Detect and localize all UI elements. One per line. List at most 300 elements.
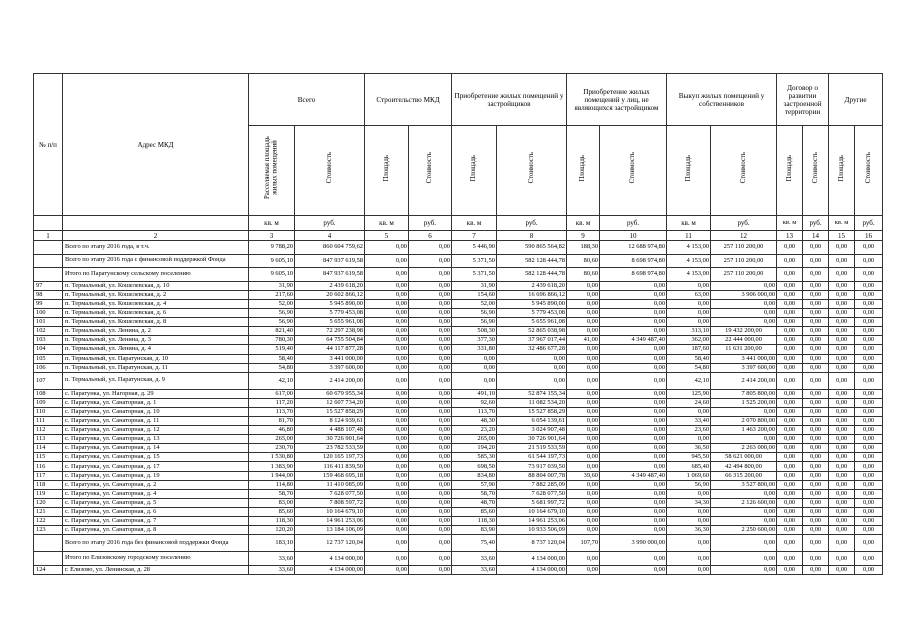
row-cell: 4 134 000,00 (295, 552, 365, 566)
row-cell: 0,00 (452, 363, 497, 372)
table-row (34, 498, 883, 507)
row-cell: 42,10 (667, 372, 711, 389)
table-row (34, 318, 883, 327)
group-total: Всего (249, 74, 365, 126)
row-cell: 54,80 (249, 363, 295, 372)
row-cell: 0,00 (600, 363, 667, 372)
row-cell: 0,00 (803, 318, 829, 327)
row-address: Всего по этапу 2016 года, в т.ч. (63, 241, 249, 255)
row-cell: 23 782 533,59 (295, 444, 365, 453)
table-row (34, 241, 883, 255)
row-cell: 0,00 (803, 526, 829, 535)
row-number (34, 535, 63, 552)
row-cell: 0,00 (365, 354, 409, 363)
row-cell: 0,00 (600, 318, 667, 327)
row-cell: 1 525 200,00 (711, 398, 777, 407)
table-row (34, 565, 883, 574)
row-cell: 0,00 (365, 241, 409, 255)
row-address: с. Паратунка, ул. Санаторная, д. 12 (63, 426, 249, 435)
row-cell: 0,00 (365, 299, 409, 308)
row-cell: 0,00 (365, 444, 409, 453)
row-cell: 117,20 (249, 398, 295, 407)
row-address: с. Паратунка, ул. Санаторная, д. 10 (63, 407, 249, 416)
row-cell: 1 383,90 (249, 462, 295, 471)
row-cell: 0,00 (567, 417, 600, 426)
row-cell: 0,00 (855, 241, 883, 255)
row-cell: 0,00 (667, 281, 711, 290)
row-cell: 15 527 858,29 (497, 407, 567, 416)
row-cell: 0,00 (803, 507, 829, 516)
row-cell: 3 397 600,00 (711, 363, 777, 372)
row-cell: 0,00 (365, 517, 409, 526)
row-cell: 0,00 (803, 426, 829, 435)
row-cell: 0,00 (855, 389, 883, 398)
row-cell: 0,00 (829, 241, 855, 255)
row-cell: 0,00 (567, 426, 600, 435)
row-cell: 0,00 (803, 281, 829, 290)
row-cell: 31,90 (249, 281, 295, 290)
row-cell: 0,00 (567, 354, 600, 363)
row-cell: 0,00 (855, 417, 883, 426)
row-cell: 0,00 (600, 426, 667, 435)
row-cell: 80,60 (567, 268, 600, 282)
row-cell: 4 134 000,00 (295, 565, 365, 574)
row-cell: 187,60 (667, 345, 711, 354)
row-cell: 85,60 (249, 507, 295, 516)
row-cell: 0,00 (409, 327, 452, 336)
row-address: п. Термальный, ул. Паратунская, д. 9 (63, 372, 249, 389)
row-cell: 0,00 (803, 372, 829, 389)
row-cell: 7 628 077,50 (295, 489, 365, 498)
row-address: п. Термальный, ул. Ленина, д. 3 (63, 336, 249, 345)
row-cell: 0,00 (829, 290, 855, 299)
row-cell: 0,00 (777, 426, 803, 435)
row-cell: 0,00 (600, 417, 667, 426)
row-cell: 0,00 (777, 462, 803, 471)
row-cell: 0,00 (803, 417, 829, 426)
row-cell: 0,00 (803, 471, 829, 480)
row-cell: 56,90 (249, 318, 295, 327)
column-number: 13 (777, 231, 803, 241)
row-number: 97 (34, 281, 63, 290)
row-cell: 33,60 (249, 565, 295, 574)
row-cell: 33,60 (249, 552, 295, 566)
row-cell: 0,00 (711, 565, 777, 574)
row-cell: 58 621 000,00 (711, 453, 777, 462)
row-cell: 0,00 (855, 453, 883, 462)
table-row (34, 354, 883, 363)
row-cell: 0,00 (829, 535, 855, 552)
row-cell: 48,70 (452, 498, 497, 507)
row-cell: 56,90 (249, 309, 295, 318)
row-cell: 0,00 (855, 507, 883, 516)
row-address: с. Паратунка, ул. Санаторная, д. 19 (63, 471, 249, 480)
row-cell: 0,00 (600, 526, 667, 535)
row-cell: 0,00 (855, 471, 883, 480)
column-number: 3 (249, 231, 295, 241)
row-cell: 0,00 (803, 354, 829, 363)
row-cell: 5 945 890,00 (497, 299, 567, 308)
row-cell: 72 297 238,98 (295, 327, 365, 336)
row-cell: 0,00 (667, 517, 711, 526)
row-cell: 10 164 679,10 (295, 507, 365, 516)
sub-cost: Стоимость (711, 126, 777, 216)
row-cell: 5 779 453,08 (497, 309, 567, 318)
sub-area: Площадь (667, 126, 711, 216)
row-cell: 58,40 (667, 354, 711, 363)
table-row (34, 471, 883, 480)
row-cell: 0,00 (829, 281, 855, 290)
table-body (34, 241, 883, 575)
table-row (34, 309, 883, 318)
unit-empty (63, 216, 249, 231)
row-cell: 0,00 (600, 345, 667, 354)
row-address: с. Паратунка, ул. Санаторная, д. 4 (63, 489, 249, 498)
row-cell: 3 527 800,00 (711, 480, 777, 489)
row-cell: 4 349 487,40 (600, 336, 667, 345)
row-cell: 0,00 (600, 281, 667, 290)
row-cell: 0,00 (803, 462, 829, 471)
row-cell: 0,00 (777, 372, 803, 389)
row-cell: 0,00 (409, 407, 452, 416)
row-cell: 0,00 (497, 363, 567, 372)
row-cell: 0,00 (567, 407, 600, 416)
row-cell: 120,20 (249, 526, 295, 535)
row-number: 118 (34, 480, 63, 489)
row-cell: 590 865 564,82 (497, 241, 567, 255)
row-cell: 0,00 (567, 290, 600, 299)
row-cell: 0,00 (829, 552, 855, 566)
table-row (34, 398, 883, 407)
header-group-row (34, 74, 883, 126)
row-cell: 0,00 (409, 517, 452, 526)
row-cell: 42,10 (249, 372, 295, 389)
row-cell: 0,00 (409, 417, 452, 426)
row-cell: 0,00 (567, 480, 600, 489)
unit-rub: руб. (497, 216, 567, 231)
row-cell: 0,00 (409, 290, 452, 299)
row-address: с. Паратунка, ул. Санаторная, д. 13 (63, 435, 249, 444)
row-cell: 0,00 (803, 299, 829, 308)
row-cell: 0,00 (829, 507, 855, 516)
table-row (34, 281, 883, 290)
row-cell: 0,00 (803, 345, 829, 354)
row-cell: 0,00 (829, 462, 855, 471)
row-cell: 0,00 (600, 327, 667, 336)
row-cell: 5 371,50 (452, 254, 497, 268)
row-cell: 0,00 (855, 268, 883, 282)
row-cell: 0,00 (711, 552, 777, 566)
row-cell: 0,00 (777, 336, 803, 345)
row-cell: 230,70 (249, 444, 295, 453)
row-number: 123 (34, 526, 63, 535)
row-cell: 12 737 120,04 (295, 535, 365, 552)
row-cell: 56,90 (452, 318, 497, 327)
row-number: 121 (34, 507, 63, 516)
sub-area: Площадь (567, 126, 600, 216)
sub-cost: Стоимость (295, 126, 365, 216)
row-cell: 0,00 (777, 453, 803, 462)
row-cell: 519,40 (249, 345, 295, 354)
row-number: 115 (34, 453, 63, 462)
row-cell: 377,30 (452, 336, 497, 345)
row-number: 108 (34, 389, 63, 398)
row-cell: 0,00 (365, 435, 409, 444)
row-cell: 0,00 (777, 299, 803, 308)
row-cell: 10 933 506,09 (497, 526, 567, 535)
row-number: 100 (34, 309, 63, 318)
row-cell: 0,00 (365, 407, 409, 416)
row-cell: 0,00 (855, 318, 883, 327)
row-cell: 194,20 (452, 444, 497, 453)
row-cell: 0,00 (777, 318, 803, 327)
sub-area: Площадь (452, 126, 497, 216)
row-cell: 0,00 (829, 489, 855, 498)
row-number: 116 (34, 462, 63, 471)
row-cell: 0,00 (711, 489, 777, 498)
row-cell: 847 937 619,58 (295, 254, 365, 268)
row-cell: 4 153,00 (667, 268, 711, 282)
sub-cost: Стоимость (855, 126, 883, 216)
row-cell: 83,00 (249, 498, 295, 507)
row-cell: 0,00 (452, 354, 497, 363)
row-address: с. Паратунка, ул. Санаторная, д. 5 (63, 498, 249, 507)
row-cell: 0,00 (855, 480, 883, 489)
row-cell: 3 990 000,00 (600, 535, 667, 552)
address-header: Адрес МКД (63, 74, 249, 216)
row-cell: 0,00 (409, 435, 452, 444)
row-cell: 9 788,20 (249, 241, 295, 255)
row-cell: 0,00 (409, 507, 452, 516)
row-cell: 0,00 (829, 417, 855, 426)
table-row (34, 363, 883, 372)
table-row (34, 489, 883, 498)
column-number: 4 (295, 231, 365, 241)
row-cell: 10 164 679,10 (497, 507, 567, 516)
column-number: 2 (63, 231, 249, 241)
row-cell: 0,00 (365, 526, 409, 535)
row-cell: 41,00 (567, 336, 600, 345)
table-row (34, 299, 883, 308)
row-address: п. Термальный, ул. Кошелевская, д. 2 (63, 290, 249, 299)
row-cell: 11 631 200,00 (711, 345, 777, 354)
row-cell: 0,00 (855, 309, 883, 318)
row-address: Итого по Елизовскому городскому поселению (63, 552, 249, 566)
row-cell: 5 446,90 (452, 241, 497, 255)
row-cell: 0,00 (600, 462, 667, 471)
row-cell: 0,00 (667, 318, 711, 327)
row-cell: 5 655 961,08 (497, 318, 567, 327)
table-row (34, 336, 883, 345)
row-cell: 780,30 (249, 336, 295, 345)
row-cell: 0,00 (855, 517, 883, 526)
row-cell: 0,00 (567, 526, 600, 535)
row-cell: 0,00 (855, 489, 883, 498)
row-cell: 257 110 200,00 (711, 254, 777, 268)
row-cell: 32 486 677,28 (497, 345, 567, 354)
row-cell: 81,70 (249, 417, 295, 426)
unit-rub: руб. (600, 216, 667, 231)
row-cell: 0,00 (567, 453, 600, 462)
row-cell: 331,80 (452, 345, 497, 354)
row-cell: 0,00 (829, 363, 855, 372)
table-row (34, 345, 883, 354)
row-cell: 58,70 (452, 489, 497, 498)
row-cell: 0,00 (600, 435, 667, 444)
row-cell: 0,00 (829, 336, 855, 345)
row-cell: 2 126 600,00 (711, 498, 777, 507)
row-number: 106 (34, 363, 63, 372)
row-number: 119 (34, 489, 63, 498)
row-cell: 54,80 (667, 363, 711, 372)
row-cell: 66 315 200,00 (711, 471, 777, 480)
row-cell: 0,00 (497, 354, 567, 363)
row-number: 117 (34, 471, 63, 480)
row-cell: 265,00 (452, 435, 497, 444)
row-address: п. Термальный, ул. Ленина, д. 2 (63, 327, 249, 336)
row-cell: 1 944,00 (249, 471, 295, 480)
row-cell: 0,00 (829, 309, 855, 318)
row-cell: 0,00 (600, 507, 667, 516)
row-number: 120 (34, 498, 63, 507)
row-cell: 3 397 600,00 (295, 363, 365, 372)
column-number: 16 (855, 231, 883, 241)
row-cell: 0,00 (829, 480, 855, 489)
row-cell: 0,00 (567, 507, 600, 516)
row-cell: 0,00 (497, 372, 567, 389)
row-cell: 0,00 (600, 489, 667, 498)
row-cell: 0,00 (409, 354, 452, 363)
row-cell: 5 655 961,08 (295, 318, 365, 327)
row-cell: 0,00 (711, 299, 777, 308)
row-cell: 22 444 000,00 (711, 336, 777, 345)
row-cell: 83,90 (452, 526, 497, 535)
row-cell: 0,00 (829, 444, 855, 453)
table-row (34, 327, 883, 336)
row-cell: 23,60 (667, 426, 711, 435)
table-row (34, 268, 883, 282)
row-cell: 0,00 (409, 489, 452, 498)
units-row (34, 216, 883, 231)
table-row (34, 444, 883, 453)
table-row (34, 453, 883, 462)
row-cell: 114,80 (249, 480, 295, 489)
sub-area: Площадь (365, 126, 409, 216)
row-cell: 0,00 (711, 507, 777, 516)
row-cell: 0,00 (600, 517, 667, 526)
row-cell: 0,00 (711, 517, 777, 526)
row-cell: 0,00 (803, 407, 829, 416)
row-cell: 0,00 (777, 363, 803, 372)
row-cell: 33,60 (452, 552, 497, 566)
sub-cost: Стоимость (600, 126, 667, 216)
row-cell: 8 698 974,80 (600, 254, 667, 268)
row-cell: 508,30 (452, 327, 497, 336)
row-cell: 20 602 866,12 (295, 290, 365, 299)
row-cell: 85,60 (452, 507, 497, 516)
row-cell: 6 054 139,61 (497, 417, 567, 426)
row-cell: 0,00 (777, 389, 803, 398)
row-cell: 0,00 (855, 444, 883, 453)
row-cell: 0,00 (567, 281, 600, 290)
row-cell: 0,00 (409, 336, 452, 345)
row-cell: 0,00 (855, 565, 883, 574)
column-number: 6 (409, 231, 452, 241)
row-cell: 0,00 (777, 498, 803, 507)
row-cell: 0,00 (855, 299, 883, 308)
row-cell: 0,00 (829, 398, 855, 407)
row-cell: 0,00 (829, 498, 855, 507)
row-cell: 0,00 (829, 354, 855, 363)
row-address: с. Паратунка, ул. Санаторная, д. 6 (63, 507, 249, 516)
row-cell: 0,00 (777, 471, 803, 480)
row-cell: 0,00 (667, 309, 711, 318)
row-cell: 183,10 (249, 535, 295, 552)
table-row (34, 426, 883, 435)
row-cell: 0,00 (777, 507, 803, 516)
row-number (34, 268, 63, 282)
column-number: 12 (711, 231, 777, 241)
row-cell: 0,00 (855, 372, 883, 389)
row-cell: 0,00 (567, 372, 600, 389)
table-row (34, 290, 883, 299)
row-cell: 0,00 (600, 354, 667, 363)
row-address: Всего по этапу 2016 года с финансовой поддержкой Фонда (63, 254, 249, 268)
table-row (34, 480, 883, 489)
unit-sqm: кв. м (249, 216, 295, 231)
row-cell: 0,00 (365, 309, 409, 318)
unit-empty (34, 216, 63, 231)
row-cell: 30 726 901,64 (497, 435, 567, 444)
row-cell: 0,00 (409, 299, 452, 308)
row-cell: 0,00 (855, 254, 883, 268)
row-cell: 1 069,60 (667, 471, 711, 480)
row-cell: 1 463 200,00 (711, 426, 777, 435)
row-cell: 0,00 (803, 517, 829, 526)
column-number: 11 (667, 231, 711, 241)
row-cell: 0,00 (829, 471, 855, 480)
row-cell: 37 967 017,44 (497, 336, 567, 345)
row-cell: 0,00 (829, 318, 855, 327)
row-cell: 0,00 (567, 498, 600, 507)
table-row (34, 517, 883, 526)
row-cell: 154,60 (452, 290, 497, 299)
group-construction: Строительство МКД (365, 74, 452, 126)
row-cell: 58,70 (249, 489, 295, 498)
row-cell: 0,00 (711, 281, 777, 290)
group-buyout: Выкуп жилых помещений у собственников (667, 74, 777, 126)
row-cell: 0,00 (829, 526, 855, 535)
row-cell: 0,00 (829, 426, 855, 435)
row-cell: 0,00 (829, 345, 855, 354)
row-address: с. Паратунка, ул. Санаторная, д. 1 (63, 398, 249, 407)
row-cell: 0,00 (711, 318, 777, 327)
row-cell: 698,50 (452, 462, 497, 471)
row-cell: 0,00 (409, 241, 452, 255)
row-cell: 821,40 (249, 327, 295, 336)
row-cell: 2 414 200,00 (295, 372, 365, 389)
row-cell: 0,00 (365, 498, 409, 507)
row-cell: 0,00 (567, 299, 600, 308)
row-cell: 0,00 (365, 417, 409, 426)
column-number: 8 (497, 231, 567, 241)
table-row (34, 462, 883, 471)
row-cell: 3 024 907,48 (497, 426, 567, 435)
row-cell: 36,50 (667, 444, 711, 453)
row-cell: 9 605,10 (249, 268, 295, 282)
row-cell: 0,00 (829, 299, 855, 308)
column-number: 14 (803, 231, 829, 241)
